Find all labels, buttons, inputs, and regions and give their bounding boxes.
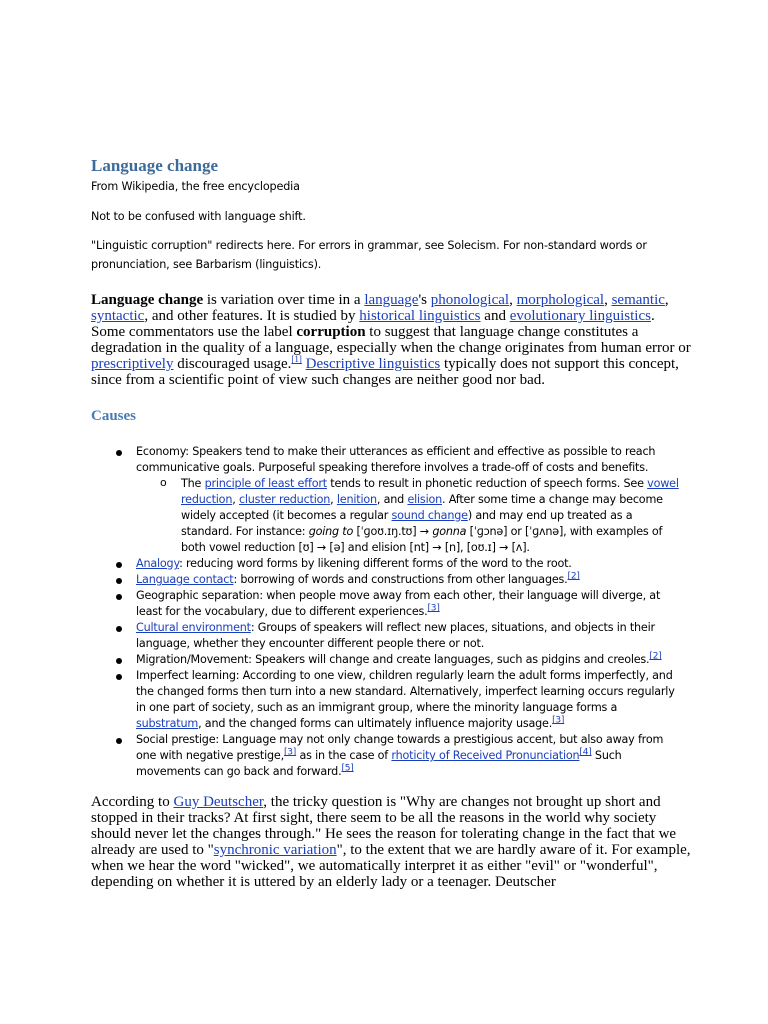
section-heading-causes: Causes [91,408,137,424]
subitem-text: ) and may end up treated as a standard. For instance: [181,509,633,538]
list-item-analogy [136,556,681,572]
ref-4[interactable]: [4] [579,747,592,758]
ref-3[interactable]: [3] [283,747,297,758]
intro-text: , and other features. It is studied by [144,308,360,324]
link-least-effort[interactable]: principle of least effort [204,477,327,490]
subitem-text: , and [376,493,408,506]
intro-text: 's [418,292,431,308]
list-subitem-least-effort [181,476,681,556]
item-text: Imperfect learning: According to one view, children regularly learn the adult forms imperfectly, and the changed forms then turn into a new standard. Alternatively, imperfect learning occurs regularly in one part of society, such as an immigrant group, where the minority language forms a [136,669,675,714]
subitem-text: The [181,477,205,490]
link-elision[interactable]: elision [407,493,443,506]
intro-text: . Some commentators use the label [91,308,655,340]
link-semantic[interactable]: semantic [611,292,665,308]
term-language-change: Language change [91,292,204,308]
item-text: as in the case of [296,749,392,762]
list-item-imperfect-learning [136,668,681,732]
link-prescriptively[interactable]: prescriptively [91,356,174,372]
item-text: : reducing word forms by likening different forms of the word to the root. [179,557,572,570]
bullet-icon [116,626,122,632]
ref-2[interactable]: [2] [567,571,580,582]
intro-text: , [509,292,517,308]
hatnote-corruption-line2: pronunciation, see Barbarism (linguistics). [91,258,322,271]
intro-text: is variation over time in a [203,292,365,308]
link-guy-deutscher[interactable]: Guy Deutscher [173,794,264,810]
paragraph-text: ", to the extent that we are hardly aware of it. For example, when we hear the word "wicked", we automatically interpret it as either "evil" or "wonderful", depending on whether it is uttered by an elderly lady or a teenager. Deutscher [91,842,691,890]
bullet-icon [116,674,122,680]
item-text: , and the changed forms can ultimately influence majority usage. [198,717,553,730]
link-lenition[interactable]: lenition [336,493,377,506]
bullet-icon [116,450,122,456]
item-text: : Groups of speakers will reflect new places, situations, and objects in their language, whether they encounter different people there or not. [136,621,655,650]
item-text: Such movements can go back and forward. [136,749,622,778]
link-analogy[interactable]: Analogy [136,557,180,570]
link-language[interactable]: language [364,292,419,308]
subitem-text: , [330,493,337,506]
link-syntactic[interactable]: syntactic [91,308,145,324]
hatnote-corruption-line1: "Linguistic corruption" redirects here. For errors in grammar, see Solecism. For non-standard words or [91,239,647,252]
list-item-geographic [136,588,681,620]
ref-1[interactable]: [1] [291,354,302,364]
link-morphological[interactable]: morphological [516,292,605,308]
item-text: Geographic separation: when people move away from each other, their language will diverge, at least for the vocabulary, due to different experiences. [136,589,661,618]
item-text: Social prestige: Language may not only change towards a prestigious accent, but also away from one with negative prestige, [136,733,664,762]
link-historical-linguistics[interactable]: historical linguistics [359,308,481,324]
example-going-to: going to [308,525,354,538]
intro-text: , [604,292,612,308]
link-cluster-reduction[interactable]: cluster reduction [238,493,331,506]
ref-5[interactable]: [5] [341,763,354,774]
subitem-text: tends to result in phonetic reduction of speech forms. See [326,477,648,490]
intro-text: , [664,292,669,308]
deutscher-paragraph [91,794,691,890]
ref-3[interactable]: [3] [427,603,440,614]
intro-text: to suggest that language change constitutes a degradation in the quality of a language, especially when the change originates from human error or [91,324,691,356]
link-substratum[interactable]: substratum [136,717,199,730]
intro-paragraph [91,292,691,388]
paragraph-text: According to [91,794,174,810]
link-synchronic-variation[interactable]: synchronic variation [213,842,337,858]
page-title: Language change [91,156,219,175]
list-item-economy: Economy: Speakers tend to make their utterances as efficient and effective as possible to reach communicative goals. Purposeful speaking therefore involves a trade-off of costs and benefits. [136,445,656,474]
bullet-icon [116,562,122,568]
bullet-icon [116,658,122,664]
intro-text: discouraged usage. [173,356,292,372]
subitem-text: . After some time a change may become widely accepted (it becomes a regular [181,493,663,522]
list-item-migration [136,652,681,668]
bullet-icon [116,738,122,744]
link-sound-change[interactable]: sound change [391,509,468,522]
item-text: Migration/Movement: Speakers will change and create languages, such as pidgins and creoles. [136,653,650,666]
ref-3[interactable]: [3] [552,715,565,726]
ref-2[interactable]: [2] [649,651,662,662]
link-phonological[interactable]: phonological [430,292,510,308]
link-cultural-environment[interactable]: Cultural environment [136,621,251,634]
term-corruption: corruption [296,324,366,340]
subitem-text: [ˈɡɔnə] or [ˈɡʌnə], with examples of both vowel reduction [ʊ] → [ə] and elision [nt] → [n], [oʊ.ɪ] → [ʌ]. [181,525,663,554]
example-gonna: gonna [432,525,467,538]
list-item-language-contact [136,572,681,588]
subitem-text: [ˈɡoʊ.ɪŋ.tʊ] → [353,525,433,538]
list-item-social-prestige [136,732,681,780]
link-evolutionary-linguistics[interactable]: evolutionary linguistics [509,308,651,324]
link-language-contact[interactable]: Language contact [136,573,234,586]
hatnote-shift: Not to be confused with language shift. [91,210,306,223]
source-line: From Wikipedia, the free encyclopedia [91,180,300,193]
link-descriptive-linguistics[interactable]: Descriptive linguistics [305,356,441,372]
bullet-icon [116,594,122,600]
list-item-cultural-environment [136,620,681,652]
item-text: : borrowing of words and constructions from other languages. [233,573,568,586]
subitem-text: , [232,493,239,506]
link-rhoticity[interactable]: rhoticity of Received Pronunciation [391,749,580,762]
intro-text: typically does not support this concept, since from a scientific point of view such changes are neither good nor bad. [91,356,679,388]
link-vowel-reduction[interactable]: vowel reduction [181,477,679,506]
intro-text: and [480,308,510,324]
bullet-icon [116,578,122,584]
paragraph-text: , the tricky question is "Why are changes not brought up short and stopped in their tracks? At first sight, there seem to be all the reasons in the world why society should never let the changes through." He sees the reason for tolerating change in the fact that we already are used to " [91,794,677,858]
circle-bullet-icon: o [160,476,167,489]
